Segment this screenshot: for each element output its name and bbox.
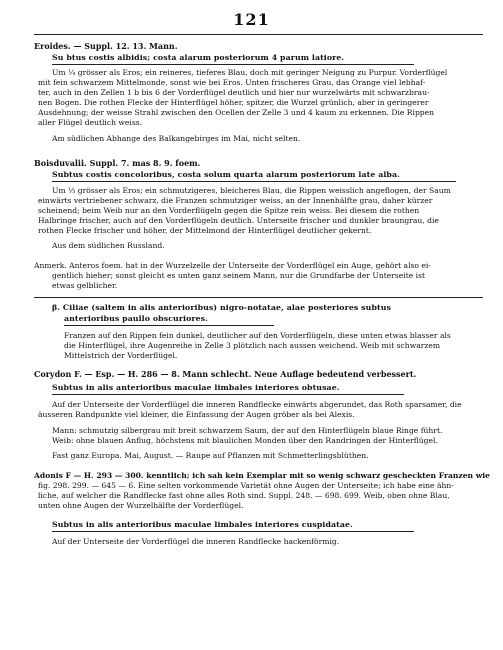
- text-line: die Hinterflügel, ihre Augenreihe in Zelle 3 plötzlich nach aussen weichend. Weib mit schwarzem: [64, 341, 441, 350]
- text-line: Auf der Unterseite der Vorderflügel die inneren Randflecke einwärts abgerundet, das Roth sparsamer, die: [52, 400, 462, 409]
- adonis-diagnosis: Subtus in alis anterioribus maculae limbales interiores cuspidatae.: [52, 520, 353, 529]
- text-line: Aus dem südlichen Russland.: [52, 241, 165, 250]
- species-eroides-heading: Eroides. — Suppl. 12. 13. Mann.: [34, 41, 178, 51]
- diagnosis-underline: [52, 64, 414, 65]
- annotation-line: gentlich hieher; sonst gleicht es unten ganz seinem Mann, nur die Grundfarbe der Unterseite ist: [52, 271, 426, 280]
- group-beta-heading-cont: anterioribus paullo obscuriores.: [64, 314, 208, 323]
- text-line: Mittelstrich der Vorderflügel.: [64, 351, 178, 360]
- group-beta-heading: β. Ciliae (saltem in alis anterioribus) nigro-notatae, alae posteriores subtus: [52, 303, 391, 312]
- text-line: Mann: schmutzig silbergrau mit breit schwarzem Saum, der auf den Hinterflügeln blaue Ringe führt.: [52, 426, 443, 435]
- text-line: Ausdehnung; der weisse Strahl zwischen den Ocellen der Zelle 3 und 4 kaum zu erkennen. Die Rippen: [38, 108, 435, 117]
- diagnosis-underline: [52, 181, 456, 182]
- text-line: mit fein schwarzem Mittelmonde, sonst wie bei Eros. Unten frischeres Grau, das Orange viel lebhaf-: [38, 78, 426, 87]
- text-line: scheinend; beim Weib nur an den Vorderflügeln gegen die Spitze rein weiss. Bei diesem die rothen: [38, 206, 420, 215]
- text-line: nen Bogen. Die rothen Flecke der Hinterflügel höher, spitzer, die Wurzel grünlich, aber in geringerer: [38, 98, 429, 107]
- annotation-line: Anmerk. Anteros foem. hat in der Wurzelzelle der Unterseite der Vorderflügel ein Auge, gehört also ei-: [34, 261, 431, 270]
- text-line: rothen Flecke frischer und höher, der Mittelmond der Hinterflügel deutlicher gekernt.: [38, 226, 372, 235]
- header-rule: [34, 34, 483, 35]
- text-line: liche, auf welcher die Randflecke fast ohne alles Roth sind. Suppl. 248. — 698. 699. Weib, oben ohne Blau,: [38, 491, 450, 500]
- eroides-diagnosis: Su btus costis albidis; costa alarum posteriorum 4 parum latiore.: [52, 53, 345, 62]
- diagnosis-underline: [52, 394, 404, 395]
- text-line: unten ohne Augen der Wurzelhälfte der Vorderflügel.: [38, 501, 244, 510]
- section-rule: [34, 297, 483, 298]
- corydon-diagnosis: Subtus in alis anterioribus maculae limbales interiores obtusae.: [52, 383, 340, 392]
- text-line: Fast ganz Europa. Mai, August. — Raupe auf Pflanzen mit Schmetterlingsblüthen.: [52, 451, 369, 460]
- text-line: aller Flügel deutlich weiss.: [38, 118, 143, 127]
- text-line: fig. 298. 299. — 645 — 6. Eine selten vorkommende Varietät ohne Augen der Unterseite; ich habe eine ähn-: [38, 481, 454, 490]
- page-number: 121: [233, 10, 270, 29]
- text-line: einwärts vertriebener schwarz, die Franzen schmutziger weiss, an der Innenhälfte grau, daher kürzer: [38, 196, 433, 205]
- text-line: Um ¼ grösser als Eros; ein reineres, tieferes Blau, doch mit geringer Neigung zu Purpur. Vorderflügel: [52, 68, 448, 77]
- text-line: ter, auch in den Zellen 1 b bis 6 der Vorderflügel deutlich und hier nur wurzelwärts mit schwarzbrau-: [38, 88, 430, 97]
- text-line: Um ⅓ grösser als Eros; ein schmutzigeres, bleicheres Blau, die Rippen weisslich angeflogen, der Saum: [52, 186, 451, 195]
- text-line: Auf der Unterseite der Vorderflügel die inneren Randflecke hackenförmig.: [52, 537, 340, 546]
- heading-underline: [64, 325, 274, 326]
- text-line: Weib: ohne blauen Anflug, höchstens mit blaulichen Monden über den Randringen der Hinterflügel.: [52, 436, 438, 445]
- annotation-line: etwas gelblicher.: [52, 281, 118, 290]
- text-line: Halbringe frischer, auch auf den Vorderflügeln deutlich. Unterseite frischer und dunkler braungrau, die: [38, 216, 439, 225]
- text-line: Franzen auf den Rippen fein dunkel, deutlicher auf den Vorderflügeln, diese unten etwas blasser als: [64, 331, 451, 340]
- boisduvalii-diagnosis: Subtus costis concoloribus, costa solum quarta alarum posteriorum late alba.: [52, 170, 400, 179]
- species-corydon-heading: Corydon F. — Esp. — H. 286 — 8. Mann schlecht. Neue Auflage bedeutend verbessert.: [34, 369, 417, 379]
- species-adonis-heading: Adonis F — H. 293 — 300. kenntlich; ich sah kein Exemplar mit so wenig schwarz gescheckten Franzen wie: [34, 471, 490, 480]
- diagnosis-underline: [52, 531, 414, 532]
- species-boisduvalii-heading: Boisduvalii. Suppl. 7. mas 8. 9. foem.: [34, 158, 201, 168]
- text-line: Am südlichen Abhange des Balkangebirges im Mai, nicht selten.: [52, 134, 301, 143]
- text-line: äusseren Randpunkte viel kleiner, die Einfassung der Augen gröber als bei Alexis.: [38, 410, 355, 419]
